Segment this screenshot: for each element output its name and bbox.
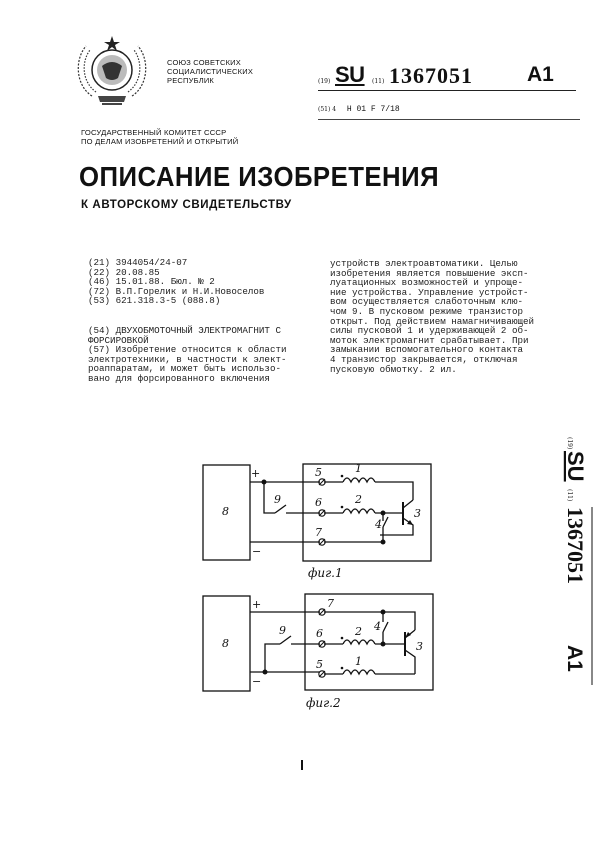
abstract-right-column (330, 259, 534, 374)
text-line: открыт. Под действием намагничивающей (330, 315, 534, 327)
biblio-value: 20.08.85 (115, 266, 160, 278)
label-coil-1: 1 (355, 462, 362, 475)
committee-line: ГОСУДАРСТВЕННЫЙ КОМИТЕТ СССР (81, 128, 227, 137)
label-plus: + (251, 467, 261, 480)
document-title: ОПИСАНИЕ ИЗОБРЕТЕНИЯ (79, 161, 440, 192)
label-contact: 4 (375, 518, 382, 531)
text-line: (57) Изобретение относится к области (88, 344, 287, 356)
abstract-left-column (88, 326, 286, 384)
biblio-code: (21) (88, 257, 111, 268)
text-line: ФОРСИРОВКОЙ (88, 334, 149, 346)
biblio-value: 621.318.3-5 (088.8) (115, 295, 221, 307)
text-line: луатационных возможностей и упроще- (330, 277, 523, 289)
coil-1 (343, 478, 375, 482)
text-line: вом осуществляется слаботочным клю- (330, 296, 523, 308)
label-transistor: 3 (414, 507, 421, 520)
side-publication-stamp (540, 435, 588, 695)
biblio-value: 15.01.88. Бюл. № 2 (115, 276, 215, 288)
figure-2-circuit (195, 590, 445, 715)
biblio-code: (46) (88, 276, 111, 288)
text-line: моток электромагнит срабатывает. При (330, 334, 529, 346)
side-code-19: (19) (566, 437, 573, 450)
kind-code: A1 (527, 63, 554, 86)
text-line: роаппаратам, и может быть использо- (88, 363, 281, 375)
switch-9-blade (280, 636, 291, 644)
side-patent-number: 1367051 (563, 507, 588, 584)
label-terminal-6: 6 (315, 496, 322, 509)
label-coil-2: 2 (355, 625, 362, 638)
figure-1-circuit (195, 455, 445, 595)
contact-4 (383, 517, 388, 527)
biblio-code: (72) (88, 285, 111, 297)
coil-1 (343, 670, 375, 674)
text-line: электротехники, в частности к элект- (88, 353, 287, 365)
label-terminal-5: 5 (316, 658, 323, 671)
code-51: (51) 4 (318, 106, 337, 113)
biblio-value: В.П.Горелик и Н.И.Новоселов (115, 285, 265, 297)
biblio-value: 3944054/24-07 (115, 257, 188, 268)
document-subtitle: К АВТОРСКОМУ СВИДЕТЕЛЬСТВУ (81, 199, 292, 211)
label-contact: 4 (374, 620, 381, 633)
text-line: изобретения является повышение эксп- (330, 267, 529, 279)
text-line: устройств электроавтоматики. Целью (330, 258, 518, 269)
text-line: вано для форсированного включения (88, 372, 270, 384)
text-line: пусковую обмотку. 2 ил. (330, 363, 457, 375)
text-line: ние устройства. Управление устройст- (330, 286, 529, 298)
union-line: СОЦИАЛИСТИЧЕСКИХ (167, 67, 254, 76)
biblio-row (88, 296, 264, 306)
label-plus: + (252, 598, 262, 611)
label-terminal-6: 6 (316, 627, 323, 640)
union-line: РЕСПУБЛИК (167, 76, 214, 85)
label-terminal-7: 7 (327, 597, 334, 610)
committee-line: ПО ДЕЛАМ ИЗОБРЕТЕНИЙ И ОТКРЫТИЙ (81, 137, 239, 146)
label-coil-1: 1 (355, 655, 362, 668)
figure-1-caption: фиг.1 (308, 566, 343, 580)
biblio-code: (22) (88, 266, 111, 278)
text-line: (54) ДВУХОБМОТОЧНЫЙ ЭЛЕКТРОМАГНИТ С (88, 325, 281, 336)
country-name (167, 58, 253, 85)
side-kind-code: A1 (563, 645, 586, 672)
label-source: 8 (222, 505, 229, 518)
label-minus: − (252, 675, 262, 688)
coil-2 (343, 640, 375, 644)
country-code: SU (335, 62, 365, 87)
committee-name (81, 128, 238, 146)
bibliographic-data (88, 258, 264, 306)
label-source: 8 (222, 637, 229, 650)
side-code-11: (11) (566, 489, 573, 502)
label-switch: 9 (274, 493, 281, 506)
text-line: чом 9. В пусковом режиме транзистор (330, 305, 523, 317)
scan-mark (301, 760, 303, 770)
label-transistor: 3 (416, 640, 423, 653)
text-line: 4 транзистор закрывается, отключая (330, 353, 518, 365)
label-terminal-7: 7 (315, 526, 322, 539)
ussr-emblem-logo (72, 30, 152, 112)
code-11: (11) (372, 78, 385, 85)
ipc-code: H 01 F 7/18 (346, 105, 400, 114)
biblio-code: (53) (88, 295, 111, 307)
label-terminal-5: 5 (315, 466, 322, 479)
union-line: СОЮЗ СОВЕТСКИХ (167, 58, 241, 67)
text-line: замыкании вспомогательного контакта (330, 344, 523, 356)
code-19: (19) (318, 78, 331, 85)
figure-2-caption: фиг.2 (306, 696, 341, 710)
patent-number: 1367051 (389, 63, 473, 88)
contact-4 (383, 622, 388, 632)
ipc-classification (318, 105, 580, 120)
coil-2 (343, 509, 375, 513)
text-line: силы пусковой 1 и удерживающей 2 об- (330, 325, 529, 337)
side-country-code: SU (563, 451, 588, 482)
label-coil-2: 2 (355, 493, 362, 506)
switch-9-blade (275, 505, 286, 513)
publication-number-line (318, 62, 576, 91)
label-minus: − (252, 545, 262, 558)
label-switch: 9 (279, 624, 286, 637)
